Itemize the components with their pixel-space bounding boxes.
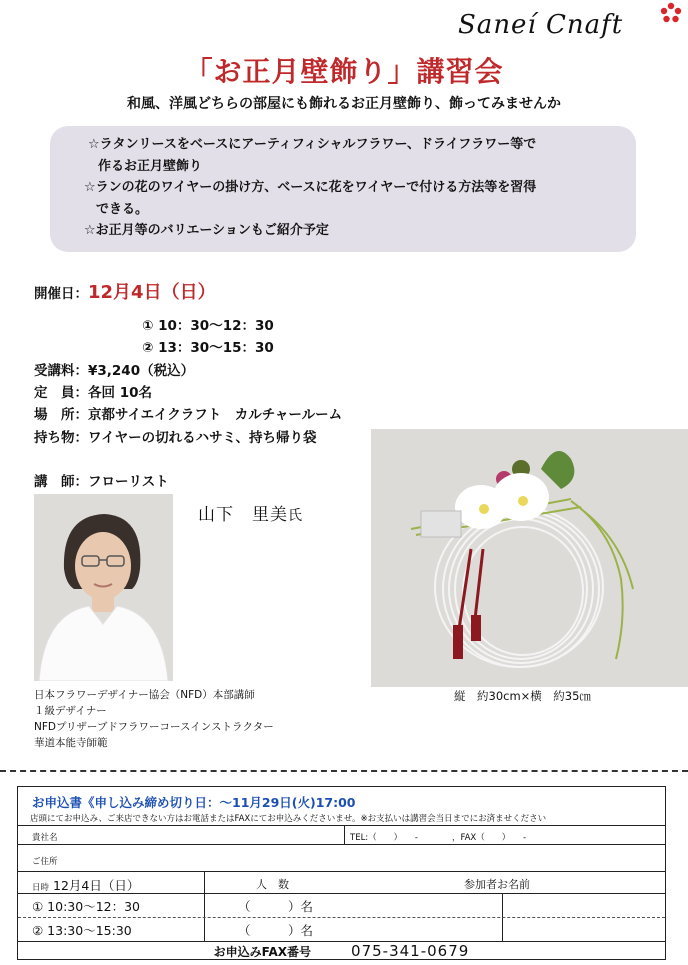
cut-line bbox=[0, 770, 688, 772]
form-divider bbox=[18, 871, 665, 872]
instructor-name bbox=[198, 500, 303, 525]
page-title: 「お正月壁飾り」講習会 bbox=[184, 55, 504, 88]
form-divider bbox=[18, 844, 665, 845]
page-subtitle: 和風、洋風どちらの部屋にも飾れるお正月壁飾り、飾ってみませんか bbox=[127, 96, 561, 112]
form-divider bbox=[18, 917, 665, 918]
row1-count-field[interactable]: （ ）名 bbox=[238, 899, 314, 914]
fax-number: 075-341-0679 bbox=[351, 942, 470, 960]
brand-logo bbox=[458, 4, 684, 46]
address-label: ご住所 bbox=[32, 857, 58, 867]
row2-count-field[interactable]: （ ）名 bbox=[238, 923, 314, 938]
feature-box bbox=[50, 126, 636, 252]
datetime-label: 日時 bbox=[32, 883, 50, 893]
feature-line: できる。 bbox=[96, 201, 149, 217]
date-label: 開催日： bbox=[34, 286, 88, 302]
flower-mark-icon bbox=[660, 2, 682, 24]
form-divider bbox=[18, 825, 665, 826]
session-1: ① 10：30～12：30 bbox=[142, 318, 274, 334]
instructor-label: 講 師：フローリスト bbox=[34, 474, 169, 490]
form-divider bbox=[204, 871, 205, 941]
tel-fax-label: TEL:（ ） - ，FAX（ ） - bbox=[350, 833, 527, 843]
items-to-bring: 持ち物：ワイヤーの切れるハサミ、持ち帰り袋 bbox=[34, 430, 317, 446]
event-date bbox=[34, 278, 216, 304]
feature-line: ☆お正月等のバリエーションもご紹介予定 bbox=[84, 223, 329, 238]
fax-number-line bbox=[18, 942, 665, 960]
capacity: 定 員：各回 10名 bbox=[34, 385, 152, 401]
date-value: 12月4日（日） bbox=[88, 282, 216, 303]
instructor-name-text: 山下 里美 bbox=[198, 505, 288, 525]
datetime-value: 12月4日（日） bbox=[53, 878, 140, 893]
wreath-photo bbox=[371, 429, 688, 687]
honorific: 氏 bbox=[288, 508, 303, 524]
credential-line: NFDプリザーブドフラワーコースインストラクター bbox=[34, 721, 274, 733]
feature-line: ☆ランの花のワイヤーの掛け方、ベースに花をワイヤーで付ける方法等を習得 bbox=[84, 180, 537, 195]
instructor-credentials bbox=[34, 687, 274, 751]
session-2: ② 13：30～15：30 bbox=[142, 340, 274, 356]
form-note: 店頭にてお申込み、ご来店できない方はお電話またはFAXにてお申込みくださいませ。※お支払いは講習会当日までにお済ませください bbox=[30, 814, 547, 824]
row2-session: ② 13:30～15:30 bbox=[32, 923, 132, 938]
wreath-image bbox=[371, 429, 688, 687]
fee: 受講料：¥3,240（税込） bbox=[34, 363, 195, 379]
credential-line: １級デザイナー bbox=[34, 705, 107, 717]
application-form bbox=[17, 786, 666, 960]
credential-line: 日本フラワーデザイナー協会（NFD）本部講師 bbox=[34, 689, 255, 701]
logo-text: Saneí Cnaft bbox=[458, 10, 624, 40]
feature-line: ☆ラタンリースをベースにアーティフィシャルフラワー、ドライフラワー等で bbox=[88, 137, 537, 152]
form-divider bbox=[344, 825, 345, 844]
names-header: 参加者お名前 bbox=[464, 878, 530, 891]
credential-line: 華道本能寺師範 bbox=[34, 737, 108, 749]
fax-label: お申込みFAX番号 bbox=[213, 945, 312, 959]
row1-session: ① 10:30～12：30 bbox=[32, 899, 141, 914]
venue: 場 所：京都サイエイクラフト カルチャールーム bbox=[34, 407, 343, 423]
datetime-row bbox=[32, 876, 139, 894]
size-caption: 縦 約30cm×横 約35㎝ bbox=[454, 689, 591, 703]
company-label: 貴社名 bbox=[32, 833, 58, 843]
portrait-image bbox=[34, 494, 173, 681]
form-divider bbox=[18, 893, 665, 894]
form-title: お申込書《申し込み締め切り日：～11月29日(火)17:00 bbox=[32, 795, 356, 810]
instructor-photo bbox=[34, 494, 173, 681]
people-header: 人 数 bbox=[256, 878, 289, 891]
feature-line: 作るお正月壁飾り bbox=[98, 158, 203, 174]
